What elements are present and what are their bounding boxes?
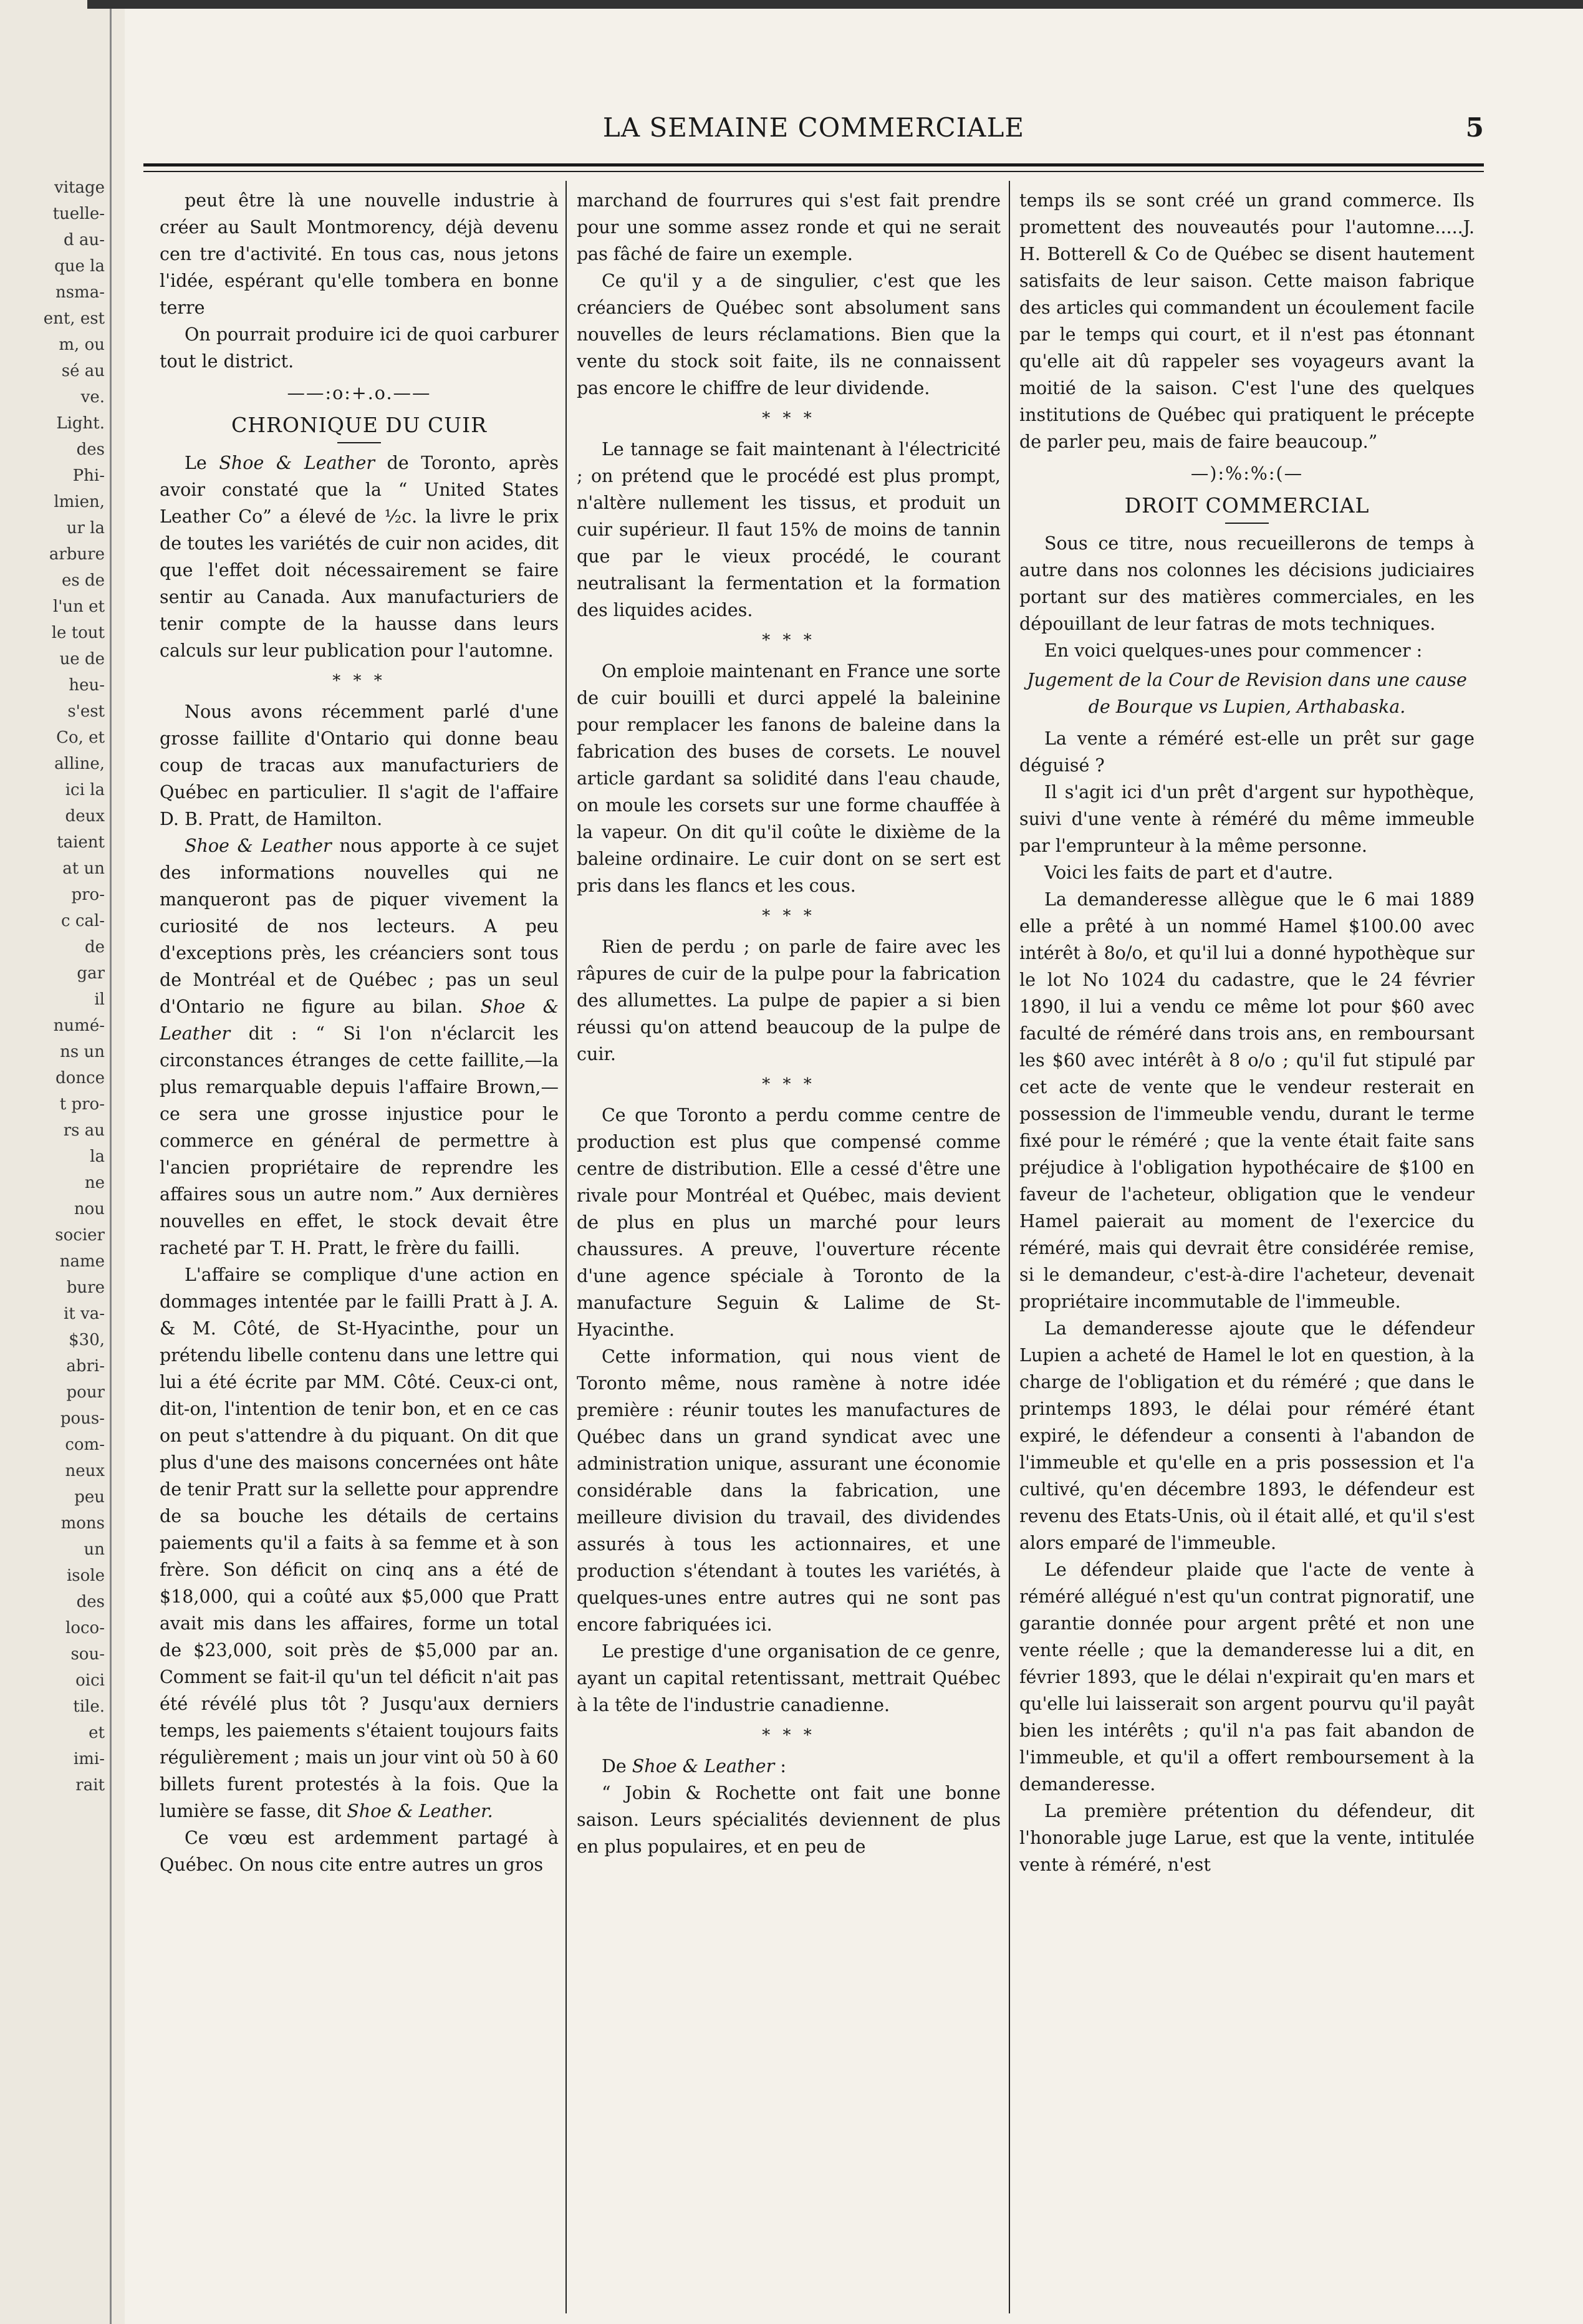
margin-fragment: il xyxy=(94,990,105,1009)
margin-fragment: des xyxy=(76,440,105,459)
margin-fragment: bure xyxy=(66,1278,105,1297)
margin-fragment: rs au xyxy=(63,1121,105,1140)
margin-fragment: un xyxy=(84,1540,105,1559)
publication-name: Shoe & Leather. xyxy=(347,1801,493,1821)
paragraph: De Shoe & Leather : xyxy=(602,1756,786,1777)
margin-fragment: pour xyxy=(66,1383,105,1402)
margin-fragment: name xyxy=(59,1252,105,1271)
margin-fragment: ue de xyxy=(59,650,105,668)
left-page-margin xyxy=(0,0,125,2324)
top-border xyxy=(87,0,1583,9)
margin-fragment: ns un xyxy=(60,1043,105,1061)
header-rule-thick xyxy=(143,163,1484,166)
margin-fragment: tile. xyxy=(73,1697,105,1716)
margin-fragment: que la xyxy=(54,257,105,276)
publication-name: Shoe & Leather xyxy=(160,996,559,1044)
margin-fragment: tuelle- xyxy=(52,205,105,223)
paragraph: On emploie maintenant en France une sorte de cuir bouilli et durci appelé la baleinine pour remplacer les fanons de baleine dans la fabrication des buses de corsets. Le nouvel article gardant sa solidité dans l'eau chaude, on moule les corsets sur une forme chauffée à la vapeur. On dit qu'il coûte le dixième de la baleine ordinaire. Le cuir dont on se sert est pris dans les flancs et les cous. xyxy=(577,661,1001,896)
margin-fragment: Light. xyxy=(56,414,105,433)
margin-fragment: peu xyxy=(74,1488,105,1507)
margin-fragment: isole xyxy=(66,1566,105,1585)
margin-fragment: pro- xyxy=(71,885,105,904)
margin-fragment: Phi- xyxy=(72,466,105,485)
margin-fragment: sou- xyxy=(70,1645,105,1664)
margin-fragment: lmien, xyxy=(54,493,105,511)
margin-fragment: l'un et xyxy=(52,597,105,616)
margin-fragment: ici la xyxy=(65,781,105,799)
column-2 xyxy=(577,187,1001,2307)
margin-fragment: taient xyxy=(57,833,105,852)
paragraph: L'affaire se complique d'une action en dommages intentée par le failli Pratt à J. A. & M. Côté, de St-Hyacinthe, pour un prétendu libelle contenu dans une lettre qui lui a été écrite par MM. Côté. Ceux-ci ont, dit-on, l'intention de tenir bon, et en ce cas on peut s'attendre à du piquant. On dit que plus d'une des maisons concernées ont hâte de tenir Pratt sur la sellette pour apprendre de sa bouche les détails de certains paiements qu'il a faits à sa femme et à son frère. Son déficit on cinq ans a été de $18,000, qui a coûté aux $5,000 que Pratt avait mis dans les affaires, forme un total de $23,000, soit près de $5,000 par an. Comment se fait-il qu'un tel déficit n'ait pas été révélé plus tôt ? Jusqu'aux derniers temps, les paiements s'étaient toujours faits régulièrement ; mais un jour vint où 50 à 60 billets furent protestés à la fois. Que la lumière se fasse, dit Shoe & Leather. xyxy=(160,1265,559,1821)
margin-fragment: alline, xyxy=(54,755,105,773)
case-title: Jugement de la Cour de Revision dans une cause de Bourque vs Lupien, Arthabaska. xyxy=(1027,670,1467,717)
asterism: * * * xyxy=(762,1075,816,1094)
column-3 xyxy=(1019,187,1475,2307)
margin-fragment: abri- xyxy=(66,1357,105,1376)
paragraph: marchand de fourrures qui s'est fait prendre pour une somme assez ronde et qui ne serait pas fâché de faire un exemple. xyxy=(577,190,1001,264)
column-1 xyxy=(160,187,559,2307)
paragraph: Nous avons récemment parlé d'une grosse faillite d'Ontario qui donne beau coup de tracas aux manufacturiers de Québec en particulier. Il s'agit de l'affaire D. B. Pratt, de Hamilton. xyxy=(160,702,559,829)
section-separator: ——:o:+.o.—— xyxy=(287,383,431,403)
margin-fragment: mons xyxy=(60,1514,105,1533)
margin-fragment: t pro- xyxy=(59,1095,105,1114)
margin-fragment: loco- xyxy=(65,1619,105,1637)
paragraph: Ce que Toronto a perdu comme centre de production est plus que compensé comme centre de distribution. Elle a cessé d'être une rivale pour Montréal et Québec, mais devient de plus en plus un marché pour leurs chaussures. A preuve, l'ouverture récente d'une agence spéciale à Toronto de la manufacture Seguin & Lalime de St-Hyacinthe. xyxy=(577,1105,1001,1340)
margin-fragment: gar xyxy=(77,964,105,983)
page-number: 5 xyxy=(1465,112,1484,143)
column-rule-1 xyxy=(565,181,567,2313)
paragraph: Cette information, qui nous vient de Toronto même, nous ramène à notre idée première : réunir toutes les manufactures de Québec dans un grand syndicat avec une administration unique, assurant une économie considérable dans la fabrication, une meilleure division du travail, des dividendes assurés à tous les actionnaires, et une production s'étendant à toutes les variétés, à quelques-unes entre autres qui ne sont pas encore fabriquées ici. xyxy=(577,1346,1001,1635)
margin-fragment: Co, et xyxy=(56,728,105,747)
margin-fragment: et xyxy=(89,1724,105,1742)
gutter-rule xyxy=(110,0,112,2324)
heading-rule xyxy=(1225,523,1269,524)
margin-fragment: d au- xyxy=(64,231,105,249)
section-heading-droit: DROIT COMMERCIAL xyxy=(1124,493,1370,518)
margin-fragment: pous- xyxy=(60,1409,105,1428)
column-rule-2 xyxy=(1009,181,1010,2313)
margin-fragment: arbure xyxy=(49,545,105,564)
margin-fragment: oici xyxy=(75,1671,105,1690)
paragraph: En voici quelques-unes pour commencer : xyxy=(1044,640,1423,661)
paragraph: Ce qu'il y a de singulier, c'est que les créanciers de Québec sont absolument sans nouvelles de leurs réclamations. Bien que la vente du stock soit faite, ils ne connaissent pas encore le chiffre de leur dividende. xyxy=(577,271,1001,398)
margin-fragment: ve. xyxy=(80,388,105,407)
margin-fragment: heu- xyxy=(69,676,105,695)
header-rule-thin xyxy=(143,171,1484,172)
margin-fragment: deux xyxy=(65,807,105,826)
paragraph: On pourrait produire ici de quoi carburer tout le district. xyxy=(160,324,559,372)
paragraph: Le défendeur plaide que l'acte de vente à réméré allégué n'est qu'un contrat pignoratif, une garantie donnée pour argent prêté et non une vente réelle ; que la demanderesse lui a dit, en février 1893, que le délai n'expirait qu'en mars et qu'elle lui laisserait son argent pourvu qu'il payât bien les intérêts ; qu'il n'a pas fait abandon de l'immeuble, et qu'il a offert remboursement à la demanderesse. xyxy=(1019,1560,1475,1795)
publication-name: Shoe & Leather xyxy=(185,836,332,856)
margin-fragment: sé au xyxy=(61,362,105,380)
section-separator: —):%:%:(— xyxy=(1190,463,1304,484)
paragraph: Il s'agit ici d'un prêt d'argent sur hypothèque, suivi d'une vente à réméré du même immeuble par l'emprunteur à la même personne. xyxy=(1019,782,1475,856)
margin-fragment: c cal- xyxy=(61,912,105,930)
margin-fragment: neux xyxy=(65,1462,105,1480)
margin-fragment: numé- xyxy=(53,1016,105,1035)
section-heading-cuir: CHRONIQUE DU CUIR xyxy=(231,413,487,437)
margin-fragment: rait xyxy=(75,1776,105,1795)
paragraph: Sous ce titre, nous recueillerons de temps à autre dans nos colonnes les décisions judiciaires portant sur des matières commerciales, en les dépouillant de leur fatras de mots techniques. xyxy=(1019,533,1475,634)
margin-fragment: vitage xyxy=(54,178,105,197)
paragraph: La première prétention du défendeur, dit l'honorable juge Larue, est que la vente, intitulée vente à réméré, n'est xyxy=(1019,1801,1475,1875)
paragraph: Le tannage se fait maintenant à l'électricité ; on prétend que le procédé est plus prompt, n'altère nullement les tissus, et produit un cuir supérieur. Il faut 15% de moins de tannin que par le vieux procédé, le courant neutralisant la fermentation et la formation des liquides acides. xyxy=(577,439,1001,620)
asterism: * * * xyxy=(762,907,816,925)
asterism: * * * xyxy=(762,409,816,428)
publication-title: LA SEMAINE COMMERCIALE xyxy=(602,112,1025,143)
paragraph: Ce vœu est ardemment partagé à Québec. On nous cite entre autres un gros xyxy=(160,1828,559,1875)
paragraph: La vente a réméré est-elle un prêt sur gage déguisé ? xyxy=(1019,728,1475,776)
margin-fragment: socier xyxy=(55,1226,105,1245)
margin-fragment: le tout xyxy=(51,624,105,642)
paragraph: Rien de perdu ; on parle de faire avec les râpures de cuir de la pulpe pour la fabrication des allumettes. La pulpe de papier a si bien réussi qu'on attend beaucoup de la pulpe de cuir. xyxy=(577,937,1001,1064)
margin-fragment: m, ou xyxy=(59,335,105,354)
facing-page-text-fragments xyxy=(11,175,105,2232)
margin-fragment: it va- xyxy=(63,1304,105,1323)
asterism: * * * xyxy=(332,672,386,690)
margin-fragment: at un xyxy=(62,859,105,878)
margin-fragment: des xyxy=(76,1593,105,1611)
publication-name: Shoe & Leather xyxy=(219,453,375,473)
paragraph: Le prestige d'une organisation de ce genre, ayant un capital retentissant, mettrait Québec à la tête de l'industrie canadienne. xyxy=(577,1641,1001,1715)
margin-fragment: nsma- xyxy=(55,283,105,302)
margin-fragment: imi- xyxy=(73,1750,105,1768)
margin-fragment: ent, est xyxy=(43,309,105,328)
margin-fragment: es de xyxy=(61,571,105,590)
asterism: * * * xyxy=(762,631,816,650)
margin-fragment: $30, xyxy=(69,1331,105,1349)
margin-fragment: s'est xyxy=(67,702,105,721)
asterism: * * * xyxy=(762,1726,816,1745)
margin-fragment: nou xyxy=(74,1200,105,1218)
margin-fragment: la xyxy=(90,1147,105,1166)
margin-fragment: com- xyxy=(65,1435,105,1454)
paragraph: “ Jobin & Rochette ont fait une bonne saison. Leurs spécialités deviennent de plus en plus populaires, et en peu de xyxy=(577,1783,1001,1857)
publication-name: Shoe & Leather xyxy=(632,1756,775,1777)
margin-fragment: de xyxy=(84,938,105,957)
paragraph: Le Shoe & Leather de Toronto, après avoir constaté que la “ United States Leather Co” a élevé de ½c. la livre le prix de toutes les variétés de cuir non acides, dit que l'effet doit nécessairement se faire sentir au Canada. Aux manufacturiers de tenir compte de la hausse dans leurs calculs sur leur publication pour l'automne. xyxy=(160,453,559,661)
page-header xyxy=(143,112,1484,150)
paragraph: Voici les faits de part et d'autre. xyxy=(1044,862,1334,883)
heading-rule xyxy=(337,442,381,443)
paragraph: temps ils se sont créé un grand commerce. Ils promettent des nouveautés pour l'automne.....J. H. Botterell & Co de Québec se disent hautement satisfaits de leur saison. Cette maison fabrique des articles qui commandent un écoulement facile par le temps qui court, et il n'est pas étonnant qu'elle ait dû rappeler ses voyageurs avant la moitié de la saison. C'est l'une des quelques institutions de Québec qui pratiquent le précepte de parler peu, mais de faire beaucoup.” xyxy=(1019,190,1475,452)
margin-fragment: ne xyxy=(84,1174,105,1192)
margin-fragment: ur la xyxy=(66,519,105,538)
paragraph: La demanderesse ajoute que le défendeur Lupien a acheté de Hamel le lot en question, à la charge de l'obligation et du réméré ; que dans le printemps 1893, le délai pour réméré étant expiré, le défendeur a consenti à l'abandon de l'immeuble et qu'elle en a pris possession et l'a cultivé, qu'en décembre 1893, le défendeur est revenu des Etats-Unis, où il était allé, et qu'il s'est alors emparé de l'immeuble. xyxy=(1019,1318,1475,1553)
paragraph: peut être là une nouvelle industrie à créer au Sault Montmorency, déjà devenu cen tre d'activité. En tous cas, nous jetons l'idée, espérant qu'elle tombera en bonne terre xyxy=(160,190,559,318)
paragraph: Shoe & Leather nous apporte à ce sujet des informations nouvelles qui ne manqueront pas de piquer vivement la curiosité de nos lecteurs. A peu d'exceptions près, les créanciers sont tous de Montréal et de Québec ; pas un seul d'Ontario ne figure au bilan. Shoe & Leather dit : “ Si l'on n'éclarcit les circonstances étranges de cette faillite,—la plus remarquable depuis l'affaire Brown,—ce sera une grosse injustice pour le commerce en général de permettre à l'ancien propriétaire de reprendre les affaires sous un autre nom.” Aux dernières nouvelles en effet, le stock devait être racheté par T. H. Pratt, le frère du failli. xyxy=(160,836,559,1258)
paragraph: La demanderesse allègue que le 6 mai 1889 elle a prêté à un nommé Hamel $100.00 avec intérêt à 8o/o, et qu'il lui a donné hypothèque sur le lot No 1024 du cadastre, que le 24 février 1890, il lui a vendu ce même lot pour $60 avec faculté de réméré dans trois ans, en remboursant les $60 avec intérêt à 8 o/o ; qu'il fut stipulé par cet acte de vente que le vendeur resterait en possession de l'immeuble vendu, durant le terme fixé pour le réméré ; que la vente était faite sans préjudice à l'obligation hypothécaire de $100 en faveur de l'acheteur, obligation que le vendeur Hamel paierait au moment de l'exercice du réméré, mais qui devrait être considérée remise, si le demandeur, c'est-à-dire l'acheteur, devenait propriétaire incommutable de l'immeuble. xyxy=(1019,889,1475,1312)
margin-fragment: donce xyxy=(55,1069,105,1087)
